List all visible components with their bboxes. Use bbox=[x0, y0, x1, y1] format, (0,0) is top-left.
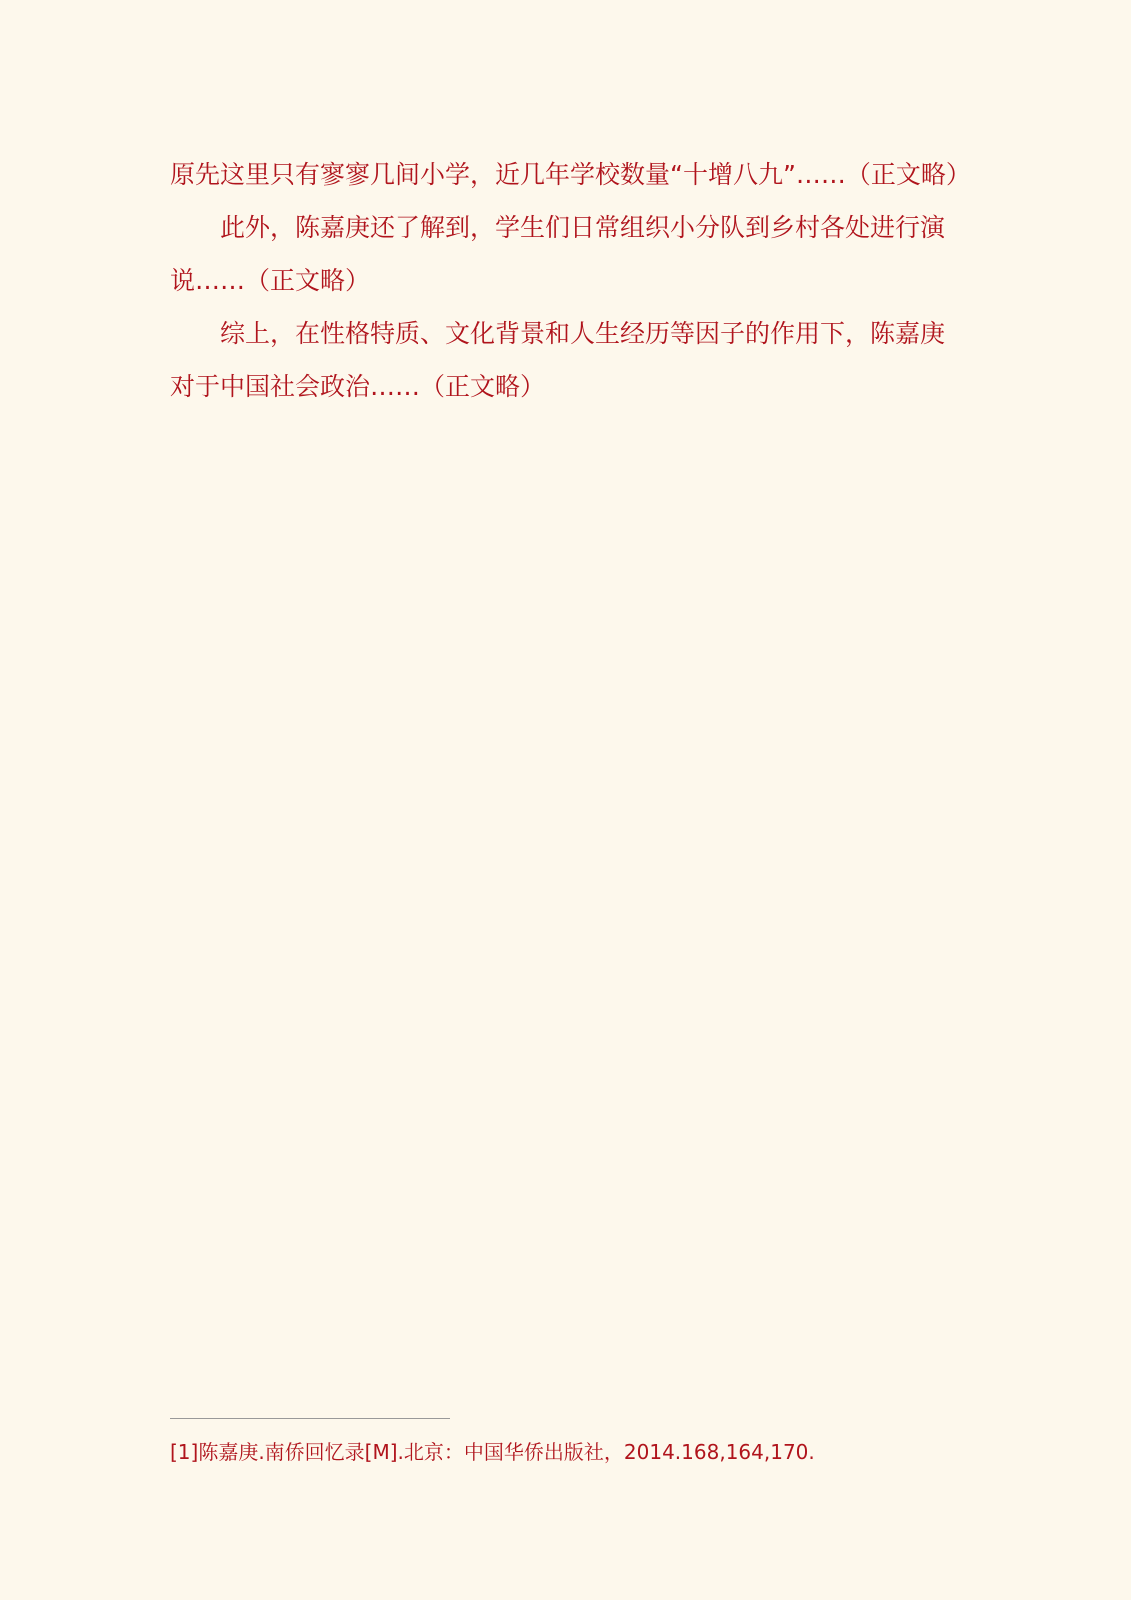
paragraph-1: 原先这里只有寥寥几间小学，近几年学校数量“十增八九”……（正文略） bbox=[170, 160, 971, 189]
paragraph-2: 此外，陈嘉庚还了解到，学生们日常组织小分队到乡村各处进行演说……（正文略） bbox=[170, 213, 946, 295]
footnote: [1]陈嘉庚.南侨回忆录[M].北京：中国华侨出版社，2014.168,164,170. bbox=[170, 1440, 815, 1464]
body-text bbox=[170, 148, 971, 413]
paragraph-3: 综上，在性格特质、文化背景和人生经历等因子的作用下，陈嘉庚对于中国社会政治……（正文略） bbox=[170, 319, 946, 401]
footnote-divider bbox=[170, 1418, 450, 1419]
